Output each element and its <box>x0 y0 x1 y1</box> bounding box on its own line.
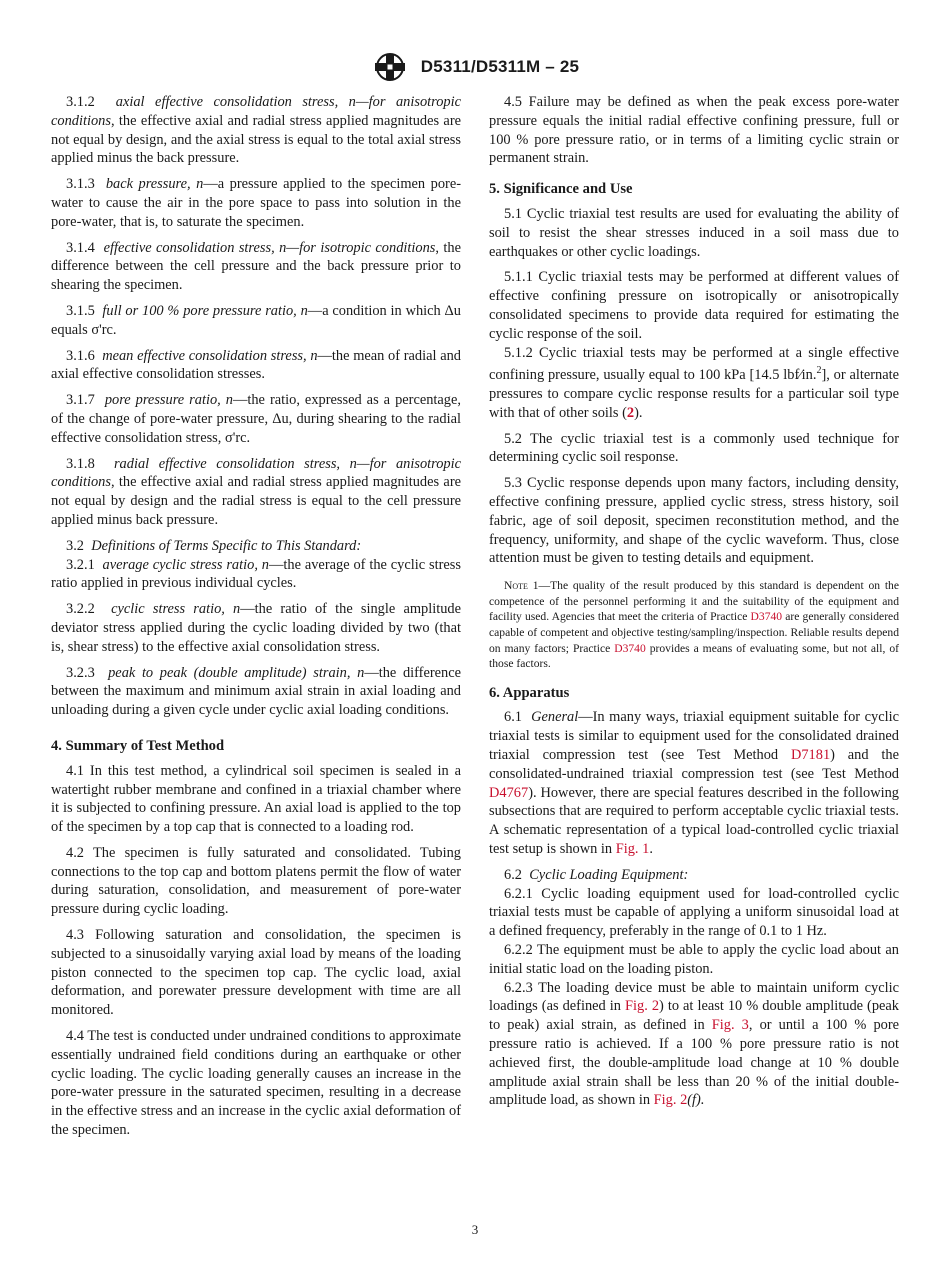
section-heading: 4. Summary of Test Method <box>51 737 225 754</box>
para-4-2: 4.2 The specimen is fully saturated and consolidated. Tubing connections to the top cap and bottom platens permit the flow of water during saturation, consolidation, and measurement of pore-water pressure during cyclic loading. <box>51 844 461 918</box>
page-number: 3 <box>471 1222 479 1237</box>
figure-link-fig-3[interactable]: Fig. 3 <box>711 1017 749 1034</box>
para-5-3: 5.3 Cyclic response depends upon many factors, including density, effective confining pressure, applied cyclic stress, stress history, soil fabric, age of soil deposit, specimen reconstitution method, and the frequency, uniformity, and shape of the cyclic waveform. Thus, close attention must be given to testing details and equipment. <box>489 475 899 567</box>
para-3-2: 3.2 Definitions of Terms Specific to This Standard: <box>66 537 362 554</box>
para-5-2: 5.2 The cyclic triaxial test is a commonly used technique for determining cyclic soil response. <box>489 430 899 466</box>
figure-link-fig-1[interactable]: Fig. 1 <box>615 841 650 858</box>
para-4-1: 4.1 In this test method, a cylindrical soil specimen is sealed in a watertight rubber membrane and confined in a triaxial chamber where it is subjected to confining pressure. An axial load is applied to the top of the specimen by a top cap that is connected to a loading rod. <box>51 762 461 836</box>
standard-link-d4767[interactable]: D4767 <box>489 784 529 801</box>
figure-link-fig-2[interactable]: Fig. 2 <box>625 998 660 1015</box>
astm-logo-icon <box>371 52 409 82</box>
para-3-1-8: 3.1.8 radial effective consolidation stress, n—for anisotropic conditions, the effective axial and radial stress applied magnitudes are not equal by design and the radial stress is equal to the cell pressure applied minus back pressure. <box>51 455 461 528</box>
term: cyclic stress ratio, n <box>111 601 241 618</box>
term: full or 100 % pore pressure ratio, n <box>102 302 308 319</box>
para-5-1: 5.1 Cyclic triaxial test results are used for evaluating the ability of soil to resist the shear stresses induced in a soil mass due to earthquakes or other cyclic loadings. <box>489 205 899 260</box>
para-6-2-1: 6.2.1 Cyclic loading equipment used for load-controlled cyclic triaxial tests must be capable of applying a uniform sinusoidal load at a defined frequency, preferably in the range of 0.1 to 1 Hz. <box>489 885 899 940</box>
para-3-2-1: 3.2.1 average cyclic stress ratio, n—the average of the cyclic stress ratio applied in previous individual cycles. <box>51 556 461 592</box>
term: radial effective consolidation stress, n—for anisotropic conditions <box>51 455 461 491</box>
section-heading: 6. Apparatus <box>489 684 570 701</box>
para-3-1-5: 3.1.5 full or 100 % pore pressure ratio, n—a condition in which Δu equals σ'rc. <box>51 302 461 338</box>
term: back pressure, n <box>105 176 204 193</box>
term: mean effective consolidation stress, n <box>102 347 318 364</box>
term: average cyclic stress ratio, n <box>102 556 269 573</box>
standard-link-d7181[interactable]: D7181 <box>790 747 831 764</box>
term: pore pressure ratio, n <box>104 392 233 409</box>
para-4-3: 4.3 Following saturation and consolidation, the specimen is subjected to a sinusoidally varying axial load by means of the loading piston connected to the specimen top cap. The cyclic load, axial deformation, and porewater pressure development with time are all monitored. <box>51 927 461 1019</box>
para-3-1-6: 3.1.6 mean effective consolidation stress, n—the mean of radial and axial effective consolidation stresses. <box>51 347 461 383</box>
figure-link-fig-2[interactable]: Fig. 2 <box>653 1092 688 1109</box>
para-3-2-3: 3.2.3 peak to peak (double amplitude) strain, n—the difference between the maximum and minimum axial strain in axial loading and unloading during a given cycle under cyclic axial loading conditions. <box>51 664 462 719</box>
para-6-2-2: 6.2.2 The equipment must be able to apply the cyclic load about an initial static load on the loading piston. <box>489 942 899 977</box>
para-3-1-2: 3.1.2 axial effective consolidation stress, n—for anisotropic conditions, the effective axial and radial stress applied magnitudes are not equal by design, and the axial stress is equal to the total axial stress applied minus the back pressure. <box>51 94 461 167</box>
term: axial effective consolidation stress, n—for anisotropic conditions <box>51 94 461 129</box>
para-3-1-3: 3.1.3 back pressure, n—a pressure applied to the specimen pore-water to cause the air in the pore space to pass into solution in the pore-water, that is, to saturate the specimen. <box>51 176 462 230</box>
document-id: D5311/D5311M – 25 <box>420 57 580 76</box>
para-6-1: 6.1 General—In many ways, triaxial equipment suitable for cyclic triaxial tests is similar to equipment used for the consolidated drained triaxial compression test (see Test Method D7181) and the consolidated-undrained triaxial compression test (see Test Method D4767). However, there are special features described in the following subsections that are required to perform acceptable cyclic triaxial tests. A schematic representation of a typical load-controlled cyclic triaxial test setup is shown in Fig. 1. <box>489 709 899 858</box>
right-column <box>489 93 899 1117</box>
standard-link-d3740[interactable]: D3740 <box>614 641 646 655</box>
term: peak to peak (double amplitude) strain, n <box>108 664 365 681</box>
reference-link[interactable]: 2 <box>626 404 635 421</box>
para-6-2-3: 6.2.3 The loading device must be able to maintain uniform cyclic loadings (as defined in Fig. 2) to at least 10 % double amplitude (peak to peak) axial strain, as defined in Fig. 3, or until a 100 % pore pressure ratio is achieved. If a 100 % pore pressure ratio is not achieved first, the double-amplitude load change at 10 % double amplitude axial strain shall be less than 20 % of the initial double-amplitude load, as shown in Fig. 2(f). <box>489 979 900 1109</box>
para-6-2: 6.2 Cyclic Loading Equipment: <box>504 866 689 883</box>
section-heading: 5. Significance and Use <box>489 181 633 198</box>
para-3-1-4: 3.1.4 effective consolidation stress, n—for isotropic conditions, the difference between the cell pressure and the back pressure prior to shearing the specimen. <box>51 239 461 294</box>
note-1: Note 1—The quality of the result produced by this standard is dependent on the competence of the personnel performing it and the suitability of the equipment and facility used. Agencies that meet the criteria of Practice D3740 are generally considered capable of competent and objective testing/sampling/inspection. Reliable results depend on many factors; Practice D3740 provides a means of evaluating some, but not all, of those factors. <box>489 579 899 671</box>
para-3-1-7: 3.1.7 pore pressure ratio, n—the ratio, expressed as a percentage, of the change of pore-water pressure, Δu, during shearing to the radial effective consolidation stress, σ'rc. <box>51 392 461 446</box>
page-header <box>0 52 950 82</box>
term: Definitions of Terms Specific to This Standard: <box>91 537 362 554</box>
para-5-1-1: 5.1.1 Cyclic triaxial tests may be performed at different values of effective confining pressure on isotropically or anisotropically consolidated specimens to provide data required for estimating the cyclic response of the soil. <box>489 269 899 342</box>
term: effective consolidation stress, n—for isotropic conditions <box>103 239 436 256</box>
para-3-2-2: 3.2.2 cyclic stress ratio, n—the ratio of the single amplitude deviator stress applied during the cyclic loading divided by two (that is, shear stress) to the effective axial consolidation stress. <box>51 601 461 655</box>
para-5-1-2: 5.1.2 Cyclic triaxial tests may be performed at a single effective confining pressure, usually equal to 100 kPa [14.5 lbf⁄in.$^2$], or alternate pressures to compare cyclic response results for a particular soil type with that of other soils (2). <box>489 344 899 421</box>
left-column <box>51 93 461 1147</box>
para-4-5: 4.5 Failure may be defined as when the peak excess pore-water pressure equals the initial radial effective confining pressure, full or 100 % pore pressure ratio, or in terms of a limiting cyclic strain or permanent strain. <box>489 94 899 167</box>
standard-link-d3740[interactable]: D3740 <box>750 610 783 624</box>
para-4-4: 4.4 The test is conducted under undrained conditions to approximate essentially undrained field conditions during an earthquake or other cyclic loading. The cyclic loading generally causes an increase in the pore-water pressure in the saturated specimen, resulting in a decrease in the effective stress and an increase in the cyclic axial deformation of the specimen. <box>51 1028 461 1139</box>
